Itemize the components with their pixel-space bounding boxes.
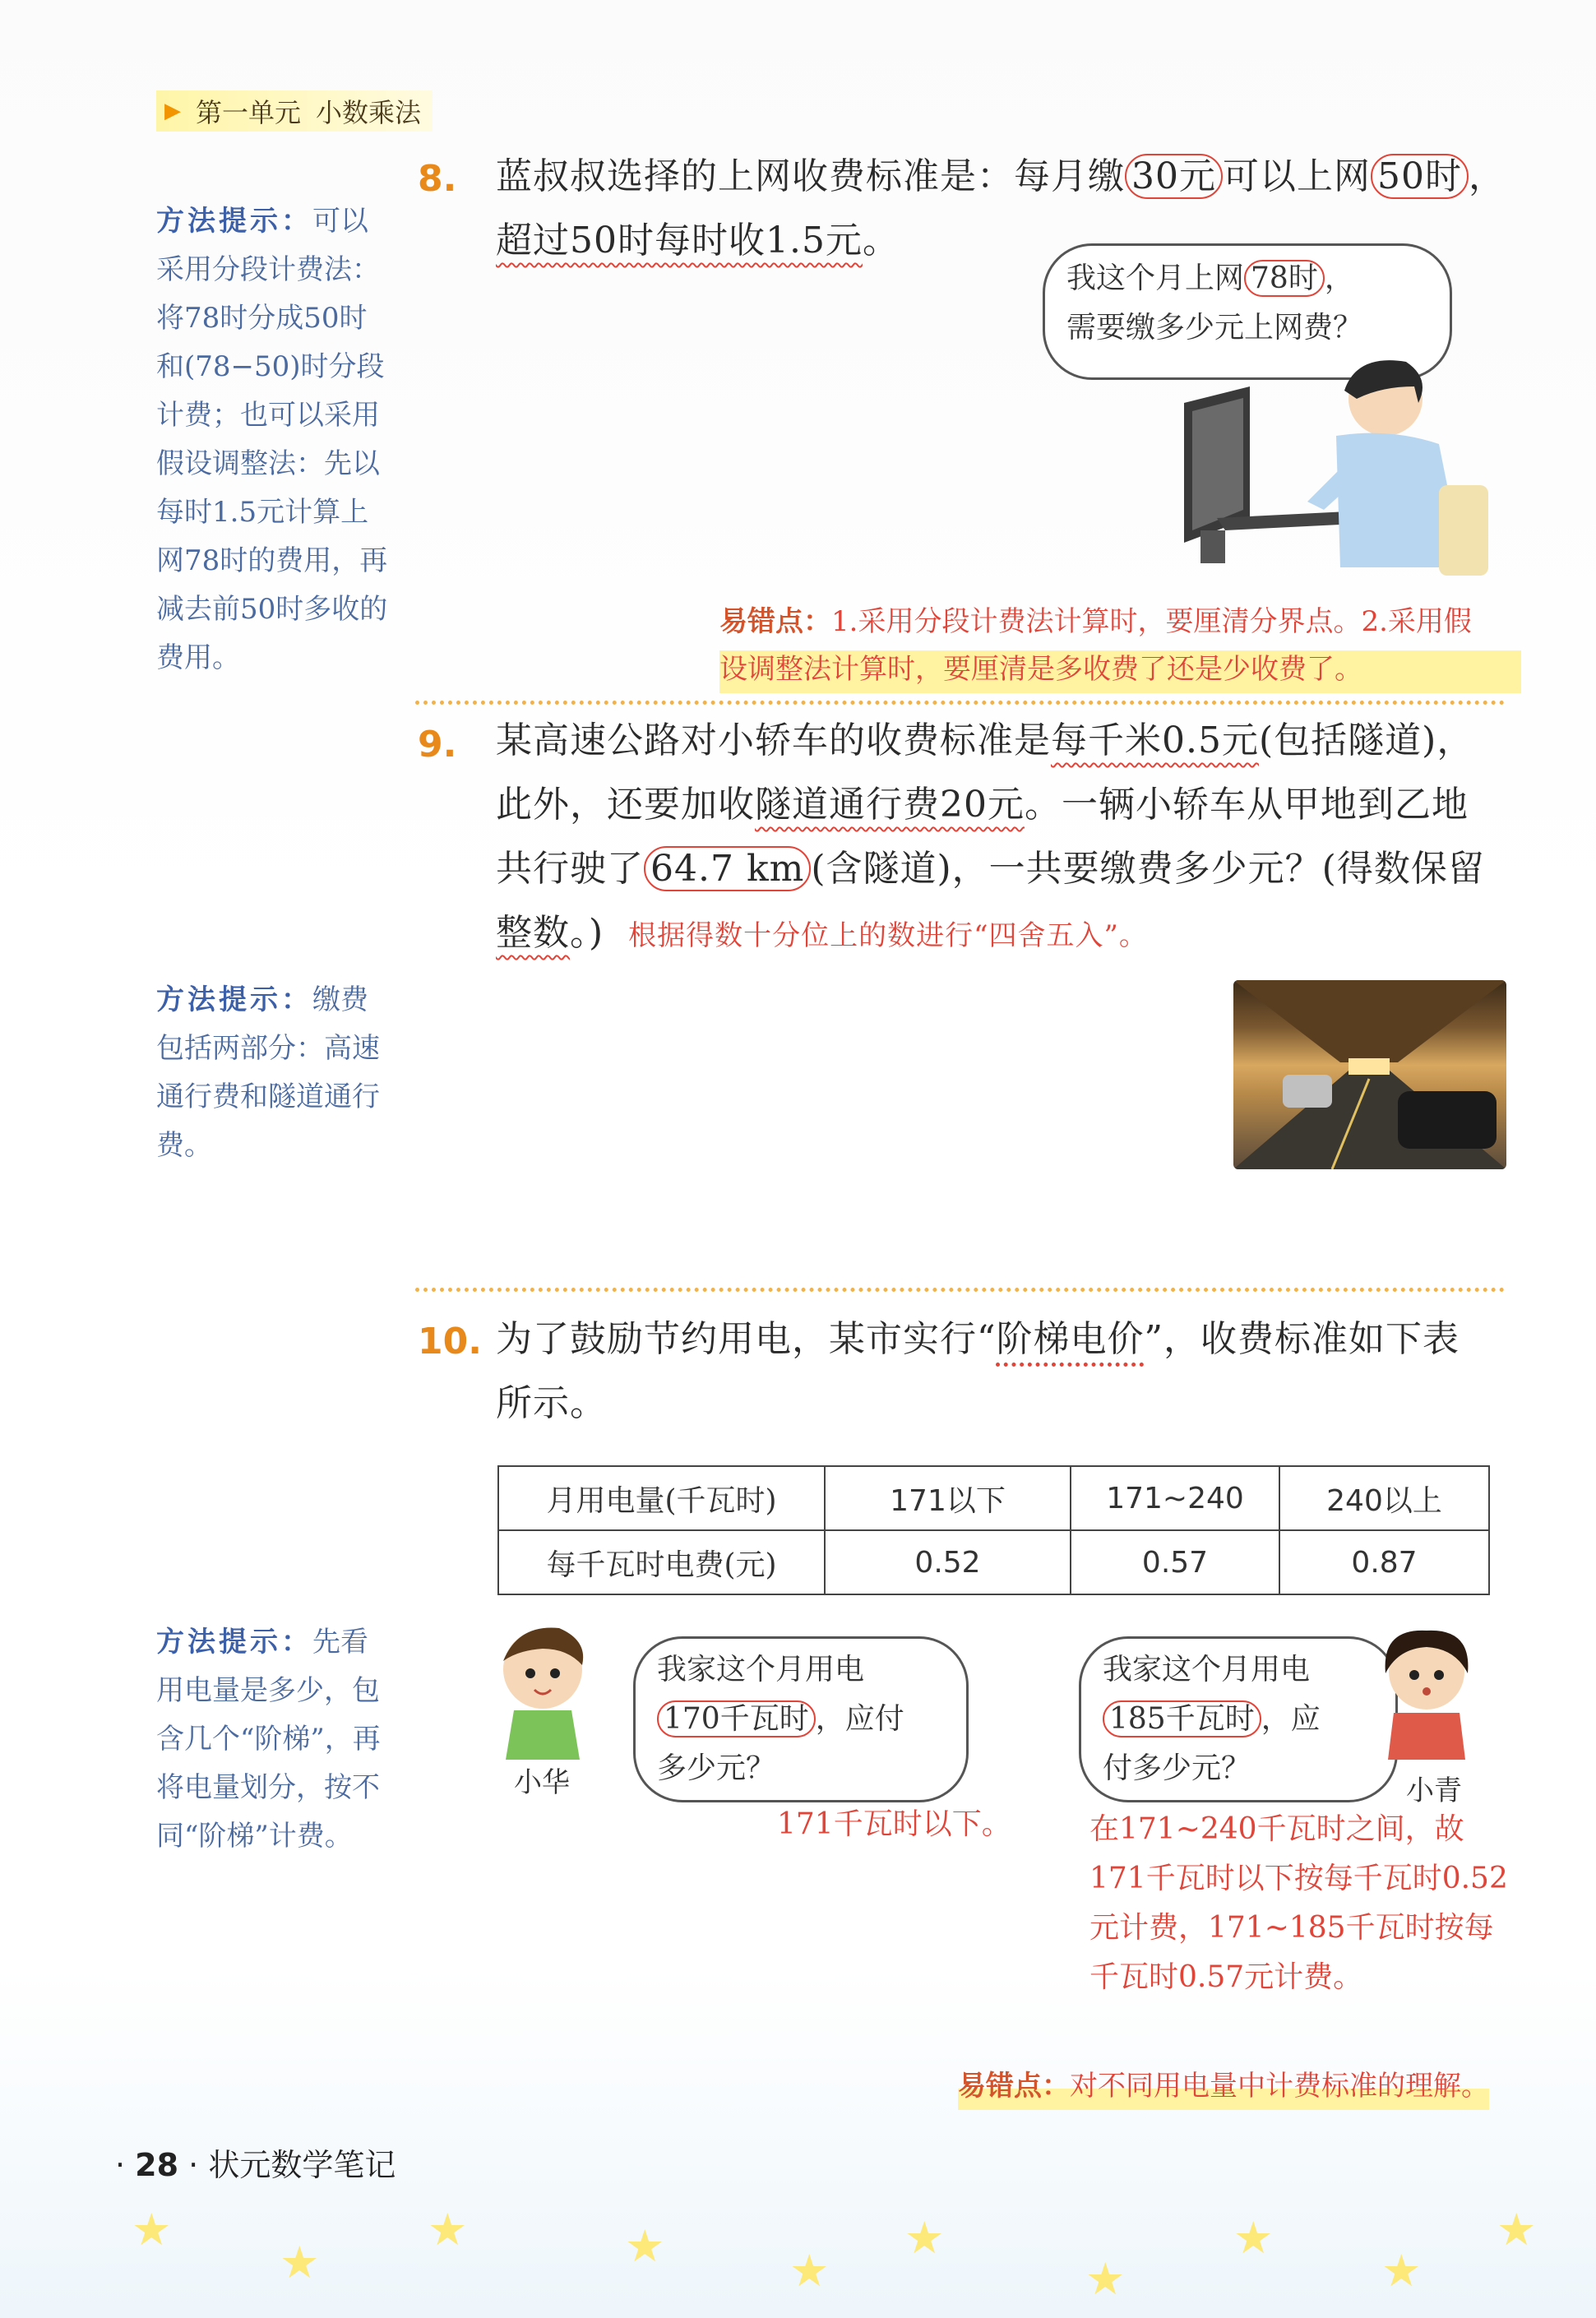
- star-icon: ★: [132, 2204, 172, 2256]
- star-icon: ★: [1085, 2253, 1126, 2305]
- boy-xiaohua-illustration: [493, 1624, 600, 1764]
- page-number: 28: [135, 2147, 179, 2183]
- girl-xiaoqing-illustration: [1373, 1624, 1480, 1760]
- boy-answer-note: 171千瓦时以下。: [777, 1807, 1011, 1841]
- boy-name: 小华: [514, 1766, 570, 1799]
- q8-text: 蓝叔叔选择的上网收费标准是：每月缴 30元 可以上网 50时 ， 超过50时每时收1.5元。: [496, 155, 1506, 261]
- girl-name: 小青: [1406, 1774, 1462, 1807]
- question-number-10: 10.: [418, 1321, 482, 1363]
- star-icon: ★: [904, 2212, 945, 2264]
- tunnel-photo: [1233, 980, 1506, 1169]
- star-icon: ★: [1233, 2212, 1274, 2264]
- book-title: 状元数学笔记: [208, 2147, 396, 2183]
- q10-text: 为了鼓励节约用电，某市实行“阶梯电价”，收费标准如下表 所示。: [496, 1318, 1460, 1424]
- table-row: 月用电量(千瓦时) 171以下 171~240 240以上: [498, 1466, 1489, 1530]
- page-footer: · 28 · 状元数学笔记: [115, 2147, 396, 2183]
- star-icon: ★: [789, 2245, 830, 2297]
- table-row: 每千瓦时电费(元) 0.52 0.57 0.87: [498, 1530, 1489, 1594]
- star-icon: ★: [625, 2220, 665, 2272]
- question-number-8: 8.: [418, 158, 457, 200]
- divider-2: [415, 1288, 1505, 1292]
- tiered-price-table: [497, 1465, 1490, 1595]
- q10-error-note: 易错点：对不同用电量中计费标准的理解。: [958, 2062, 1489, 2110]
- topic-label: 小数乘法: [316, 97, 422, 128]
- q8-method-tip: 方法提示：可以采用分段计费法：将78时分成50时和(78−50)时分段计费；也可以采用假设调整法：先以每时1.5元计算上网78时的费用，再减去前50时多收的费用。: [156, 205, 388, 674]
- star-icon: ★: [1381, 2245, 1422, 2297]
- star-icon: ★: [1497, 2204, 1537, 2256]
- unit-header: [156, 90, 433, 132]
- q8-speech-bubble: 我这个月上网 78时 ， 需要缴多少元上网费？: [1043, 243, 1452, 380]
- man-at-computer-illustration: [1168, 354, 1513, 592]
- question-number-9: 9.: [418, 724, 457, 766]
- q9-method-tip: 方法提示：缴费包括两部分：高速通行费和隧道通行费。: [156, 983, 380, 1162]
- q9-rounding-note: 根据得数十分位上的数进行“四舍五入”。: [628, 919, 1148, 952]
- divider-1: [415, 701, 1505, 705]
- q10-method-tip: 方法提示：先看用电量是多少，包含几个“阶梯”，再将电量划分，按不同“阶梯”计费。: [156, 1626, 381, 1853]
- play-triangle-icon: ▶: [164, 99, 181, 123]
- q8-error-note: 易错点：1.采用分段计费法计算时，要厘清分界点。2.采用假 设调整法计算时，要厘清是多收费了还是少收费了。: [719, 598, 1521, 693]
- star-icon: ★: [428, 2204, 468, 2256]
- girl-answer-note: 在171~240千瓦时之间，故171千瓦时以下按每千瓦时0.52元计费，171~185千瓦时按每千瓦时0.57元计费。: [1089, 1812, 1508, 1994]
- star-icon: ★: [280, 2237, 320, 2288]
- unit-label: 第一单元: [196, 97, 302, 128]
- boy-speech-bubble: 我家这个月用电 170千瓦时 ，应付 多少元？: [633, 1636, 969, 1802]
- girl-speech-bubble: 我家这个月用电 185千瓦时 ，应 付多少元？: [1079, 1636, 1398, 1802]
- q9-text: 某高速公路对小轿车的收费标准是每千米0.5元(包括隧道)， 此外，还要加收隧道通行费20元。一辆小轿车从甲地到乙地 共行驶了 64.7 km (含隧道)，一共要缴费多少元？(得数保留 整数。) 根据得数十分位上的数进行“四舍五入”。: [496, 719, 1485, 954]
